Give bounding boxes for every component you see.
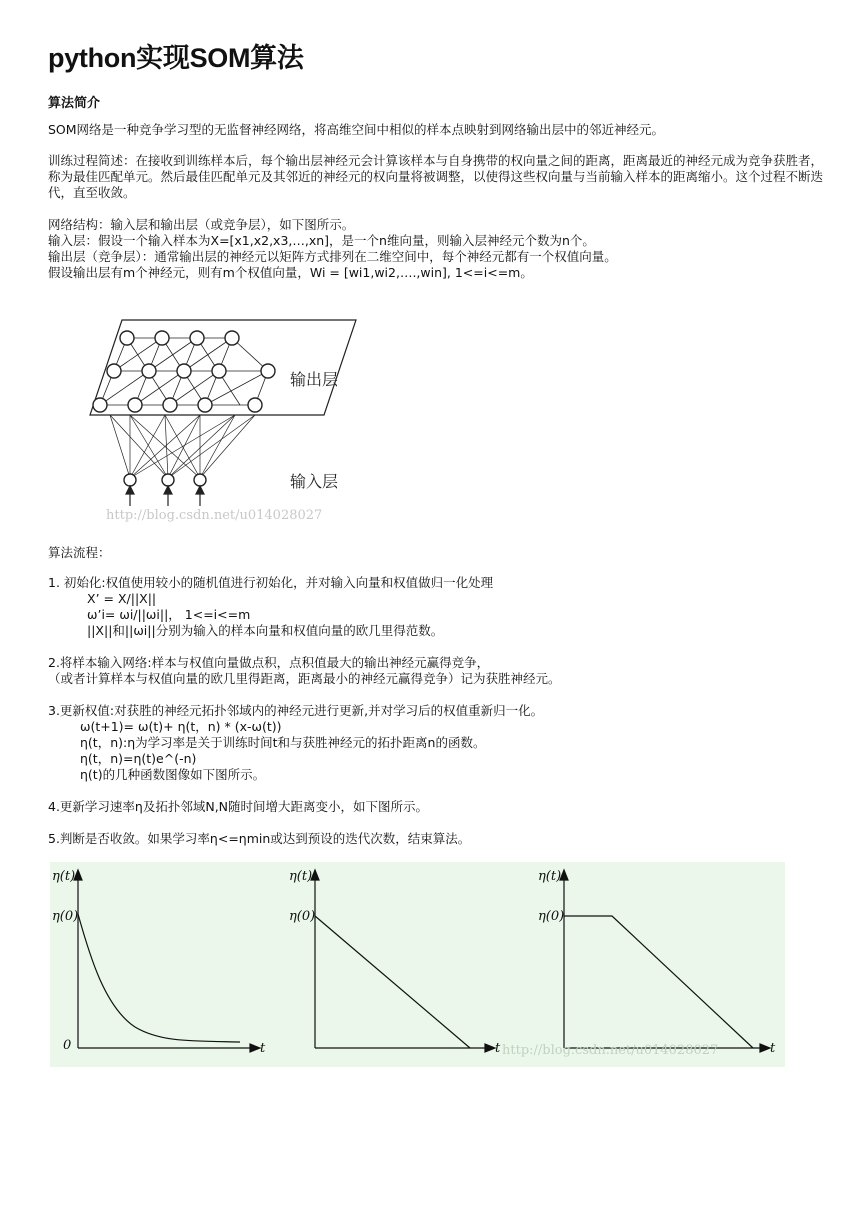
chart2-y-tick: η(0): [289, 909, 316, 924]
input-layer-label: 输入层: [290, 472, 339, 491]
page-title: python实现SOM算法: [48, 43, 304, 73]
training-paragraph: 训练过程简述：在接收到训练样本后，每个输出层神经元会计算该样本与自身携带的权向量之间的距离，距离最近的神经元成为竞争获胜者，称为最佳匹配单元。然后最佳匹配单元及其邻近的神经元的权向量将被调整，以使得这些权向量与当前输入样本的距离缩小。这个过程不断迭代，直至收敛。: [48, 153, 824, 200]
chart1-origin: 0: [63, 1038, 72, 1053]
input-neuron: [194, 474, 206, 486]
output-neuron: [93, 398, 107, 412]
chart2-x-label: t: [495, 1041, 501, 1056]
chart1-y-tick: η(0): [52, 909, 79, 924]
step-3-formula-3: η(t，n)=η(t)e^(-n): [80, 751, 197, 766]
learning-rate-charts: [50, 862, 785, 1067]
step-2-line-1: 2.将样本输入网络:样本与权值向量做点积，点积值最大的输出神经元赢得竞争，: [48, 655, 490, 670]
output-layer-label: 输出层: [290, 370, 339, 389]
output-neuron: [177, 364, 191, 378]
output-neuron: [248, 398, 262, 412]
structure-line-4: 假设输出层有m个神经元，则有m个权值向量，Wi = [wi1,wi2,….,win], 1<=i<=m。: [48, 265, 533, 280]
output-neuron: [155, 331, 169, 345]
step-1: [48, 575, 828, 639]
section-heading: 算法简介: [48, 96, 101, 111]
step-2-line-2: （或者计算样本与权值向量的欧几里得距离，距离最小的神经元赢得竞争）记为获胜神经元。: [48, 671, 561, 686]
output-neuron: [120, 331, 134, 345]
step-3-title: 3.更新权值:对获胜的神经元拓扑邻域内的神经元进行更新,并对学习后的权值重新归一化。: [48, 703, 544, 718]
output-neuron: [128, 398, 142, 412]
step-1-formula-1: X’ = X/||X||: [87, 591, 157, 606]
output-neuron: [212, 364, 226, 378]
step-3-formula-4: η(t)的几种函数图像如下图所示。: [80, 767, 266, 782]
flow-heading: 算法流程：: [48, 545, 111, 560]
structure-line-2: 输入层：假设一个输入样本为X=[x1,x2,x3,…,xn]，是一个n维向量，则输入层神经元个数为n个。: [48, 233, 595, 248]
input-neuron: [162, 474, 174, 486]
step-3-formula-2: η(t，n):η为学习率是关于训练时间t和与获胜神经元的拓扑距离n的函数。: [80, 735, 486, 750]
step-1-title: 1. 初始化:权值使用较小的随机值进行初始化，并对输入向量和权值做归一化处理: [48, 575, 494, 590]
structure-line-3: 输出层（竞争层）：通常输出层的神经元以矩阵方式排列在二维空间中，每个神经元都有一个权值向量。: [48, 249, 617, 264]
step-2: [48, 655, 828, 687]
input-neuron: [124, 474, 136, 486]
step-1-formula-2: ω’i= ωi/||ωi||， 1<=i<=m: [87, 607, 251, 622]
chart1-y-label: η(t): [52, 869, 76, 884]
step-3: [48, 703, 828, 783]
output-neuron: [142, 364, 156, 378]
chart2-y-label: η(t): [289, 869, 313, 884]
watermark: http://blog.csdn.net/u014028027: [106, 508, 323, 523]
structure-line-1: 网络结构：输入层和输出层（或竞争层），如下图所示。: [48, 217, 355, 232]
chart-watermark: http://blog.csdn.net/u014028027: [502, 1043, 719, 1058]
output-neuron: [198, 398, 212, 412]
chart3-y-label: η(t): [538, 869, 562, 884]
chart1-x-label: t: [260, 1041, 266, 1056]
output-neuron: [163, 398, 177, 412]
output-neuron: [107, 364, 121, 378]
output-neuron: [261, 364, 275, 378]
output-neuron: [225, 331, 239, 345]
structure-paragraph: [48, 217, 828, 281]
output-neuron: [190, 331, 204, 345]
step-5: 5.判断是否收敛。如果学习率η<=ηmin或达到预设的迭代次数，结束算法。: [48, 831, 471, 846]
chart3-x-label: t: [770, 1041, 776, 1056]
chart3-y-tick: η(0): [538, 909, 565, 924]
step-1-formula-3: ||X||和||ωi||分别为输入的样本向量和权值向量的欧几里得范数。: [87, 623, 444, 638]
intro-paragraph: SOM网络是一种竞争学习型的无监督神经网络，将高维空间中相似的样本点映射到网络输出层中的邻近神经元。: [48, 122, 665, 137]
step-4: 4.更新学习速率η及拓扑邻域N,N随时间增大距离变小，如下图所示。: [48, 799, 429, 814]
som-network-figure: [60, 310, 400, 530]
step-3-formula-1: ω(t+1)= ω(t)+ η(t，n) * (x-ω(t)): [80, 719, 282, 734]
